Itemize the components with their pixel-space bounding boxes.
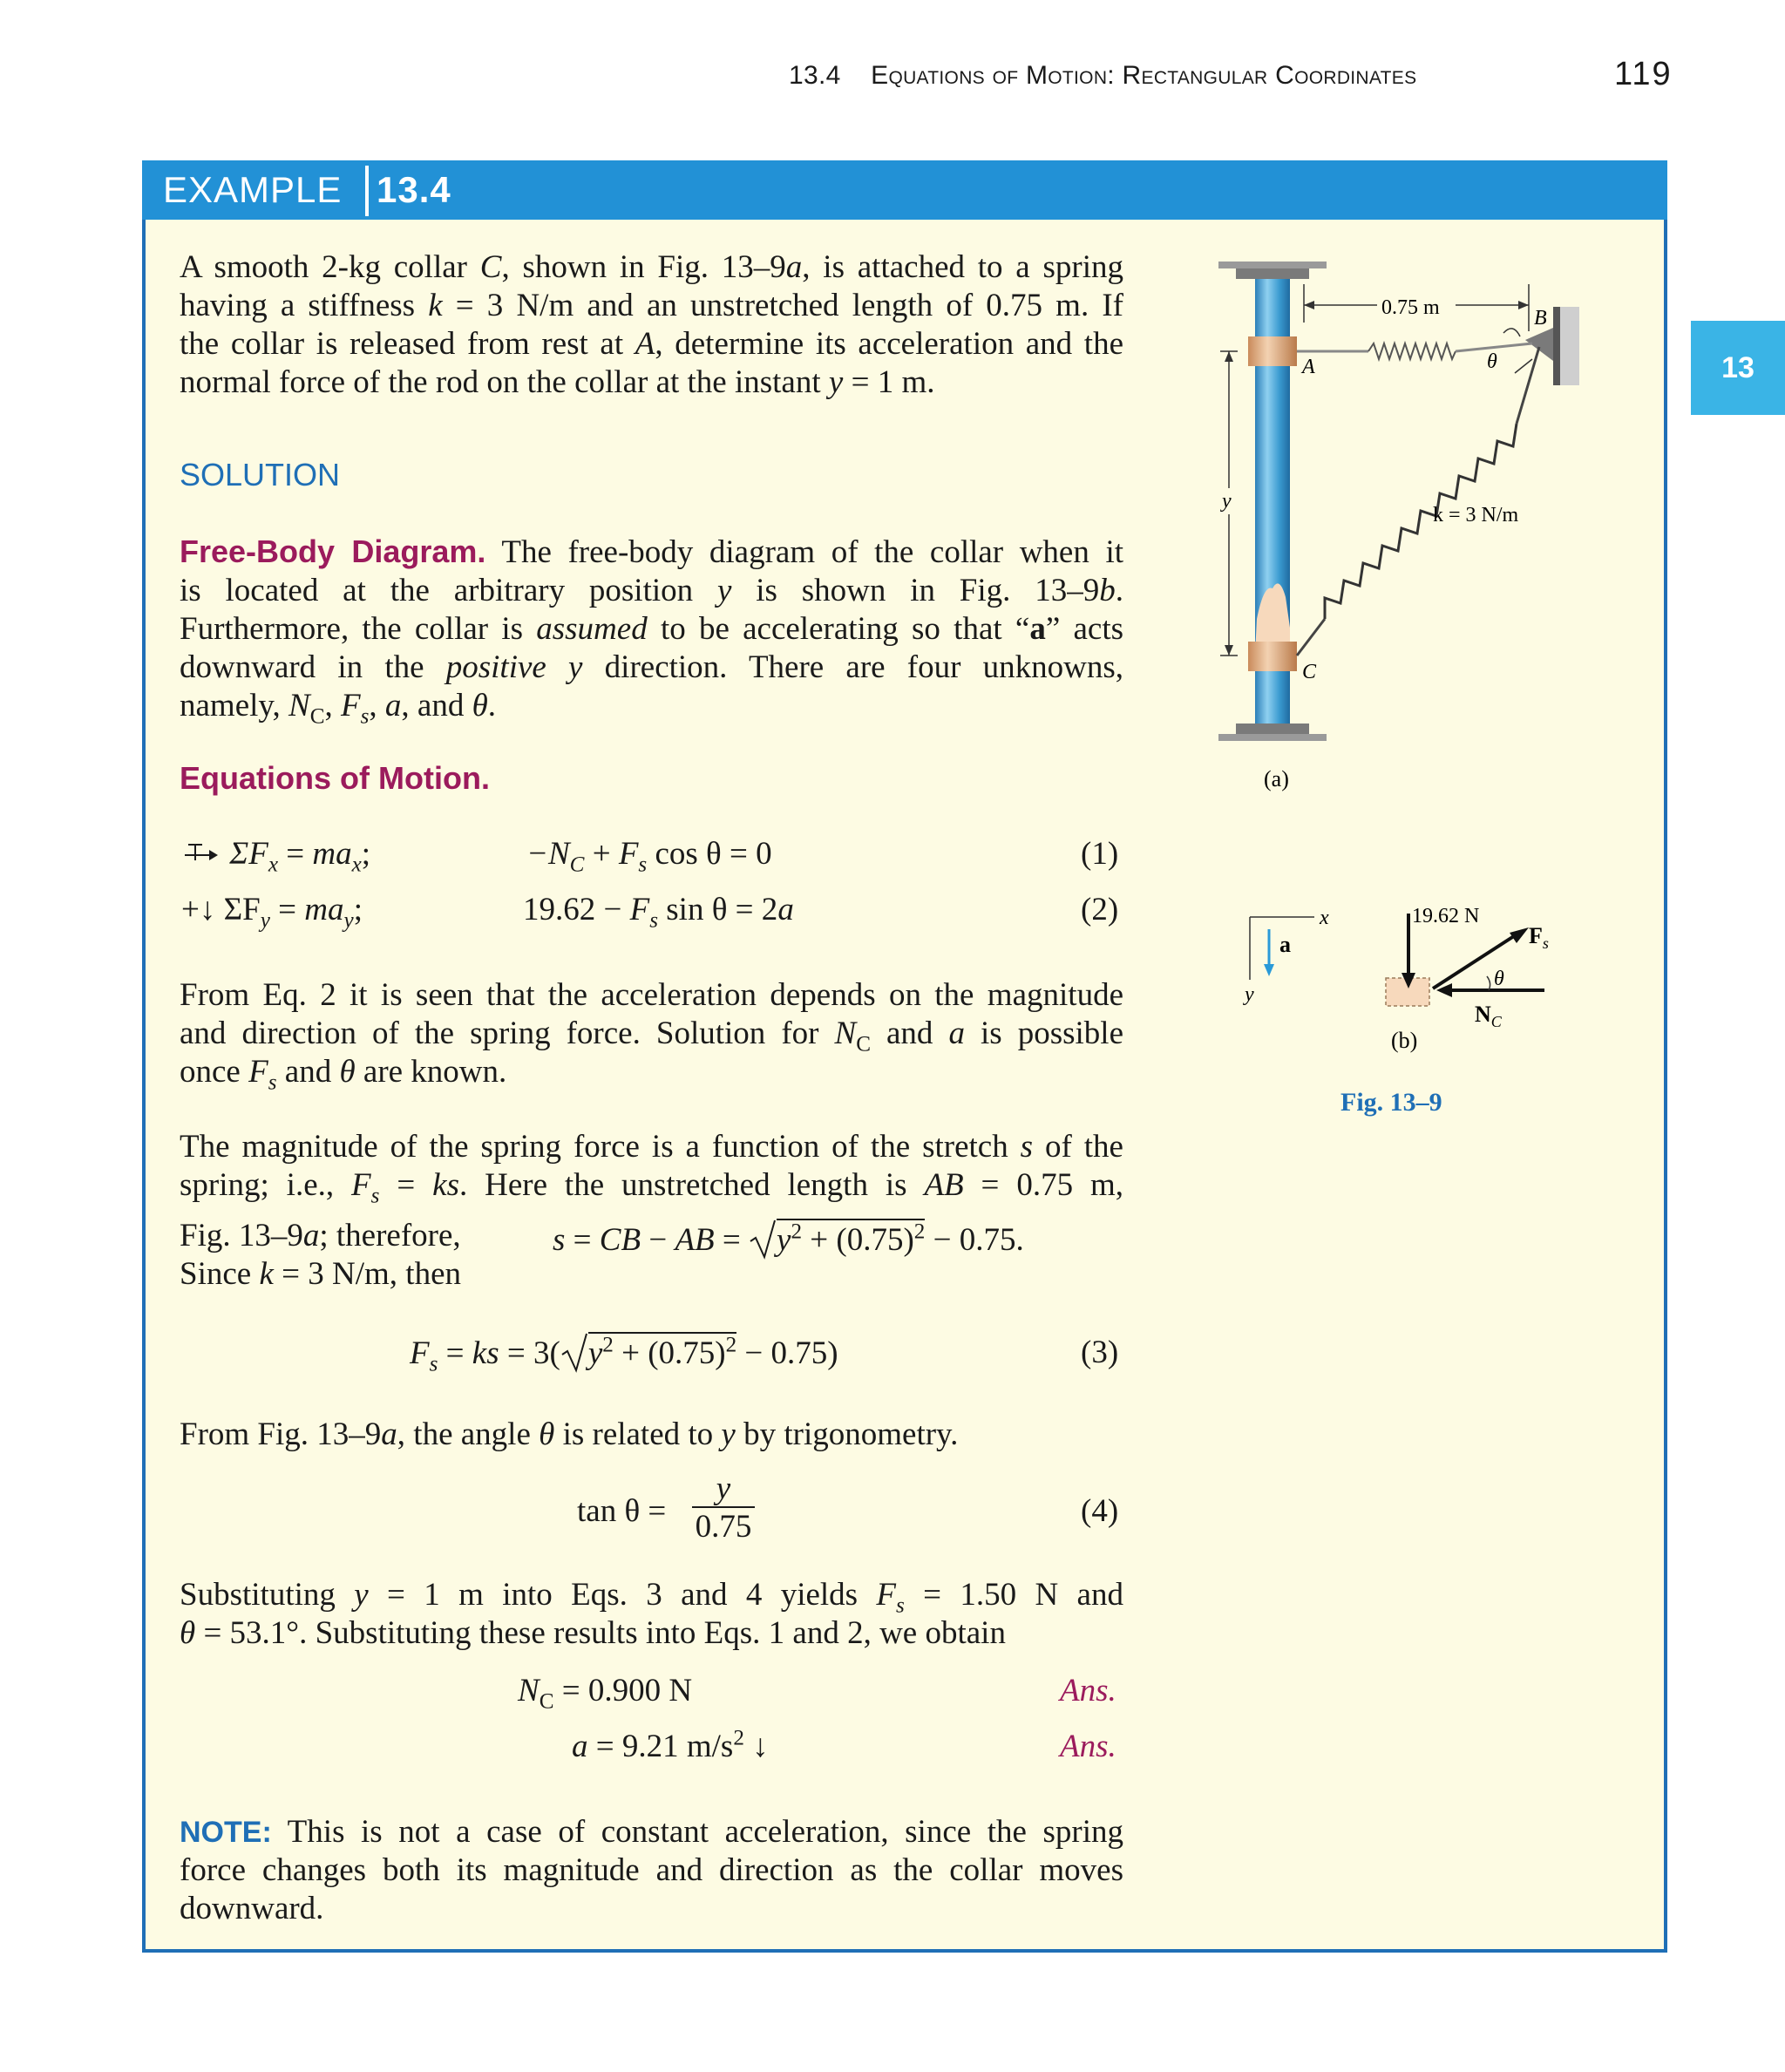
eq4-denominator: 0.75 [695,1509,752,1545]
substitution-line-2: θ = 53.1°. Substituting these results into Eqs. 1 and 2, we obtain [180,1615,1006,1651]
eom-heading: Equations of Motion. [180,760,490,796]
problem-line-1: A smooth 2-kg collar C, shown in Fig. 13–9a, is attached to a spring [180,249,1123,285]
collar-C [1248,642,1297,671]
problem-line-3: the collar is released from rest at A, determine its acceleration and the [180,326,1123,362]
radical-sign-icon [749,1217,777,1260]
collar-at-A [1248,336,1297,366]
theta-arc-b [1487,976,1490,990]
example-label: EXAMPLE [163,169,343,210]
eq4-numerator: y [716,1471,731,1506]
label-theta-b: θ [1494,968,1504,990]
caption-a: (a) [1264,766,1289,791]
answer-label-2: Ans. [1060,1729,1116,1764]
label-Nc: $N_C$ [1475,1002,1502,1030]
result-acceleration: a = 9.21 $m/s^2$ ↓ [572,1726,769,1764]
theta-arc [1503,329,1520,336]
note-line-3: downward. [180,1891,324,1926]
fbd-paragraph [180,533,1124,729]
figure-13-9b [1229,898,1560,1151]
eq4-fraction [692,1471,755,1546]
eq4-number: (4) [1081,1493,1119,1529]
eq2-discussion-line-2: and direction of the spring force. Solution for $N_C$ and a is possible [180,1016,1123,1056]
note-label: NOTE: [180,1816,272,1849]
note-line-2: force changes both its magnitude and direction as the collar moves [180,1852,1123,1888]
figure-label: Fig. 13–9 [1340,1088,1442,1117]
figure-13-9a [1194,253,1595,811]
eq1-number: (1) [1081,836,1119,872]
problem-line-2: having a stiffness k = 3 N/m and an unstretched length of 0.75 m. If [180,288,1124,323]
example-header-divider [365,166,369,216]
spring-at-A [1368,343,1456,359]
eq2-discussion-line-3: once $F_s$ and θ are known. [180,1054,507,1095]
sqrt-radical: $y^2 + (0.75)^2$ [749,1217,925,1260]
eq2-discussion-line-1: From Eq. 2 it is seen that the acceleration depends on the magnitude [180,977,1123,1013]
label-y-dim: y [1222,490,1232,513]
note-line-1: NOTE: This is not a case of constant acceleration, since the spring [180,1814,1123,1850]
fbd-line-3: Furthermore, the collar is assumed to be accelerating so that “a” acts [180,611,1123,647]
label-theta-a: θ [1487,350,1497,373]
wall-support-B [1553,307,1560,385]
stretch-line-3a: Fig. 13–9a; therefore, [180,1218,461,1253]
running-head-section: 13.4 [789,61,841,90]
running-head [789,61,1416,91]
label-x-axis: x [1320,907,1329,929]
stretch-line-1: The magnitude of the spring force is a function of the stretch s of the [180,1129,1123,1165]
stretch-line-4: Since k = 3 N/m, then [180,1256,461,1292]
chapter-tab[interactable]: 13 [1691,321,1785,415]
label-A: A [1302,356,1315,378]
radical-sign-icon [560,1330,588,1374]
trig-paragraph: From Fig. 13–9a, the angle θ is related to y by trigonometry. [180,1416,959,1452]
running-head-title: Equations of Motion: Rectangular Coordinates [871,61,1417,90]
label-k: k = 3 N/m [1433,504,1519,526]
label-y-axis: y [1245,983,1254,1006]
problem-statement [180,248,1123,402]
eq2-discussion [180,976,1123,1095]
fbd-line-4: downward in the positive y direction. There are four unknowns, [180,649,1123,685]
fbd-heading: Free-Body Diagram. [180,533,486,569]
stretch-formula: s = CB − AB = $y^2 + (0.75)^2 - 0.75$. [553,1217,1024,1260]
example-header [142,160,1667,220]
label-0-75m: 0.75 m [1381,296,1440,319]
result-normal-force: $N_C = 0.900$ N [518,1673,693,1714]
eq3-number: (3) [1081,1335,1119,1370]
page-number: 119 [1614,56,1673,92]
top-support [1218,262,1327,268]
stretch-line-2: spring; i.e., $F_s$ = ks. Here the unstretched length is AB = 0.75 m, [180,1167,1124,1208]
eq4-lhs: tan θ = [577,1493,667,1529]
sqrt-radical-eq3: $y^2 + (0.75)^2$ [560,1330,736,1374]
caption-b: (b) [1391,1028,1418,1053]
problem-line-4: normal force of the rod on the collar at the instant y = 1 m. [180,364,935,400]
label-C: C [1302,661,1317,683]
eq2-right: $19.62 - F_s$ sin θ = 2a [523,892,794,933]
substitution-line-1: Substituting y = 1 m into Eqs. 3 and 4 yields $F_s = 1.50$ N and [180,1577,1123,1618]
label-weight: 19.62 N [1412,905,1480,927]
eq1-left: $\Sigma F_x = ma_x$; [183,835,370,873]
label-a: a [1279,932,1291,957]
eq2-number: (2) [1081,892,1119,927]
fbd-line-2: is located at the arbitrary position y is shown in Fig. 13–9b. [180,573,1123,608]
eq1-right: $-N_C + F_s$ cos θ = 0 [526,836,772,877]
substitution-paragraph [180,1576,1123,1653]
label-B: B [1534,307,1547,329]
fbd-line-1: Free-Body Diagram. The free-body diagram of the collar when it [180,533,1124,570]
solution-heading: SOLUTION [180,457,341,493]
bottom-support [1218,734,1327,741]
eq3: $F_s$ = ks = 3( $y^2 + (0.75)^2 - 0.75$) [410,1330,838,1374]
label-Fs: $F_s$ [1529,923,1549,952]
arrow-right-plus-icon [183,839,221,866]
example-number: 13.4 [377,169,451,210]
fbd-line-5: namely, $N_C$, $F_s$, a, and θ. [180,688,497,729]
note-paragraph [180,1813,1123,1928]
eq2-left: +↓ $\Sigma F_y = ma_y$; [181,892,363,933]
answer-label-1: Ans. [1060,1673,1116,1709]
stretch-paragraph [180,1128,1124,1208]
